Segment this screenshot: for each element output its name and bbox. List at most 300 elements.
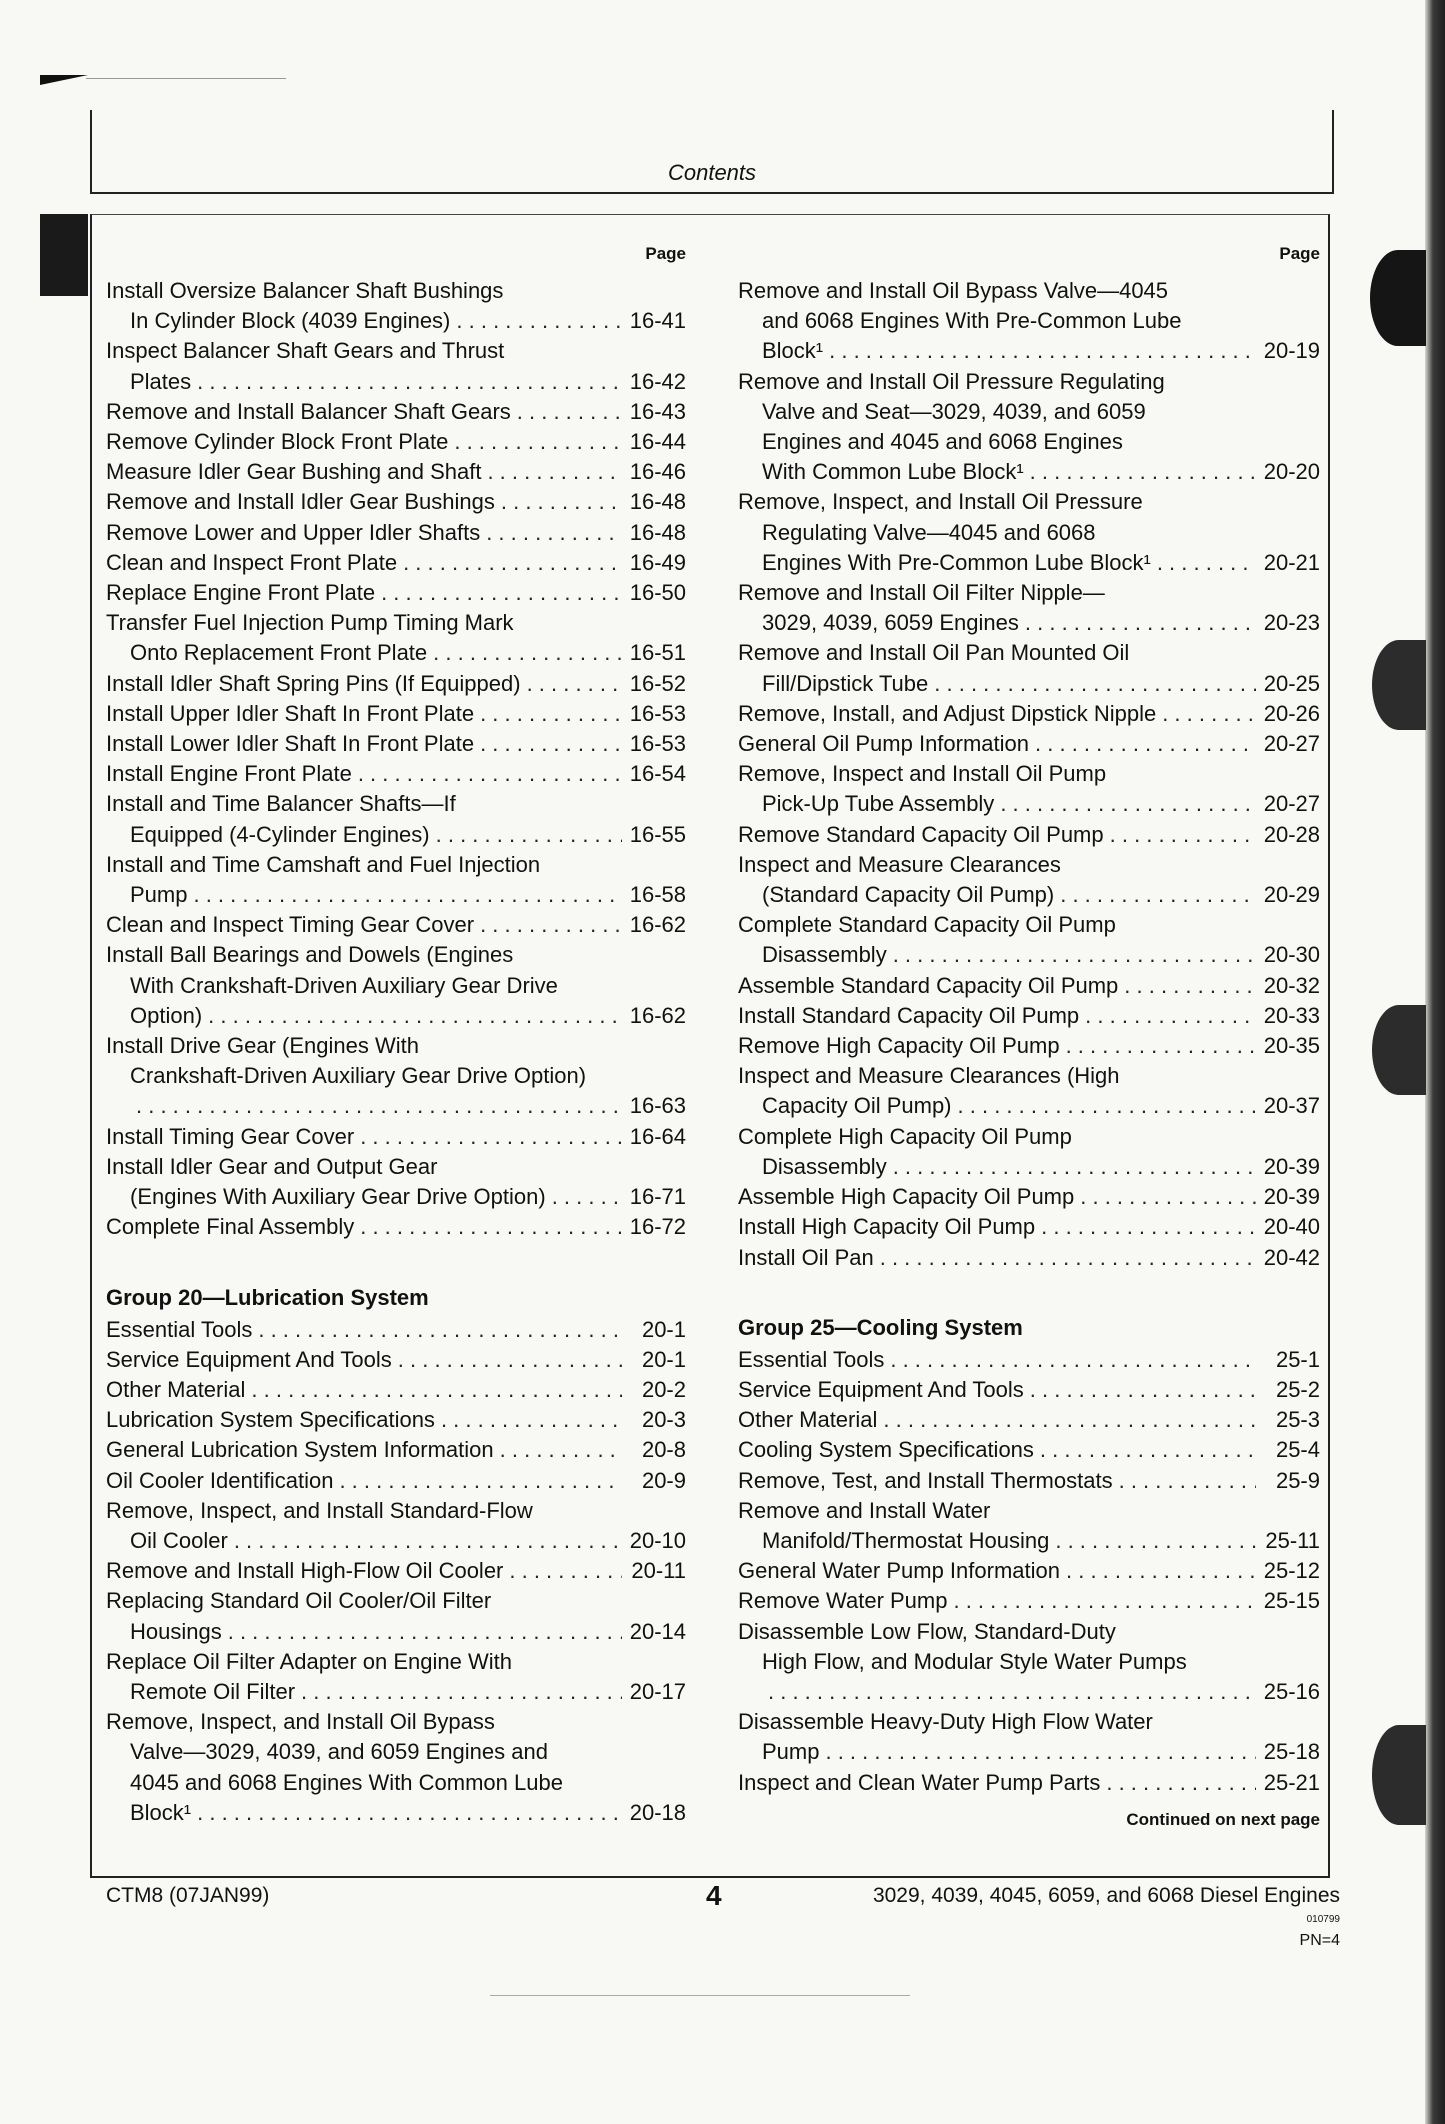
dot-leader	[454, 427, 622, 457]
dot-leader	[360, 1212, 622, 1242]
section-tab-marker	[1372, 640, 1426, 730]
toc-page-ref: 25-18	[1263, 1739, 1320, 1765]
group-entries	[738, 1345, 1320, 1798]
toc-entry-text: 4045 and 6068 Engines With Common Lube	[130, 1769, 563, 1795]
toc-entry	[738, 1496, 1320, 1556]
dot-leader	[398, 1345, 622, 1375]
toc-entry-text: Transfer Fuel Injection Pump Timing Mark	[106, 610, 514, 636]
toc-page-ref: 16-49	[629, 549, 686, 575]
dot-leader	[1119, 1466, 1256, 1496]
dot-leader	[768, 1677, 1256, 1707]
toc-entry	[106, 940, 686, 1031]
dot-leader	[934, 669, 1256, 699]
toc-entry-text: With Common Lube Block¹	[762, 459, 1024, 485]
dot-leader	[509, 1556, 622, 1586]
toc-entry	[106, 1122, 686, 1152]
dot-leader	[1030, 1375, 1256, 1405]
toc-entry	[738, 1345, 1320, 1375]
dot-leader	[197, 367, 622, 397]
toc-entry-text: In Cylinder Block (4039 Engines)	[130, 308, 451, 334]
dot-leader	[1162, 699, 1256, 729]
toc-entry-text: Remove Lower and Upper Idler Shafts	[106, 519, 481, 545]
toc-entry	[106, 1556, 686, 1586]
toc-entry	[738, 1617, 1320, 1708]
toc-entry	[106, 699, 686, 729]
toc-entry	[106, 336, 686, 396]
toc-entry-text: General Oil Pump Information	[738, 731, 1030, 757]
toc-entry	[106, 1496, 686, 1556]
toc-entry-text: Plates	[130, 368, 192, 394]
toc-page-ref: 20-27	[1263, 791, 1320, 817]
dot-leader	[1040, 1435, 1256, 1465]
page-edge	[1425, 0, 1445, 2124]
toc-entry-text: Remove, Inspect, and Install Oil Pressure	[738, 489, 1143, 515]
toc-entry-text: High Flow, and Modular Style Water Pumps	[762, 1648, 1187, 1674]
toc-entry-text: Remove, Inspect and Install Oil Pump	[738, 761, 1107, 787]
section-tab-marker	[1372, 1725, 1426, 1825]
toc-entry	[738, 578, 1320, 638]
toc-entry-text: Install High Capacity Oil Pump	[738, 1214, 1036, 1240]
toc-entry	[106, 850, 686, 910]
toc-entry	[106, 1405, 686, 1435]
toc-entry-text: Oil Cooler Identification	[106, 1467, 334, 1493]
toc-entry-text: With Crankshaft-Driven Auxiliary Gear Drive	[130, 972, 558, 998]
toc-entry	[106, 1345, 686, 1375]
toc-column-right	[738, 244, 1320, 1830]
toc-entry-text: Complete Final Assembly	[106, 1214, 355, 1240]
footer-engine-models: 3029, 4039, 4045, 6059, and 6068 Diesel Engines	[872, 1884, 1340, 1907]
toc-page-ref: 16-53	[629, 700, 686, 726]
toc-entry	[106, 457, 686, 487]
dot-leader	[480, 699, 622, 729]
toc-entry	[106, 548, 686, 578]
toc-entry	[738, 1586, 1320, 1616]
dot-leader	[441, 1405, 622, 1435]
toc-entry-text: Install Timing Gear Cover	[106, 1123, 355, 1149]
toc-entry-text: Install Oil Pan	[738, 1244, 874, 1270]
toc-page-ref: 25-4	[1275, 1437, 1320, 1463]
dot-leader	[197, 1798, 622, 1828]
toc-entry	[106, 578, 686, 608]
dot-leader	[501, 487, 622, 517]
toc-page-ref: 16-63	[629, 1093, 686, 1119]
toc-entry-text: Remove and Install Idler Gear Bushings	[106, 489, 495, 515]
toc-entry	[106, 1375, 686, 1405]
toc-entry-text: Fill/Dipstick Tube	[762, 670, 929, 696]
toc-entry-text: Cooling System Specifications	[738, 1437, 1034, 1463]
toc-entry-text: Replace Oil Filter Adapter on Engine With	[106, 1648, 512, 1674]
toc-entry	[738, 1001, 1320, 1031]
toc-entry-text: Crankshaft-Driven Auxiliary Gear Drive Option)	[130, 1063, 587, 1089]
dot-leader	[958, 1091, 1256, 1121]
toc-entry-text: Replace Engine Front Plate	[106, 580, 376, 606]
toc-entry	[106, 789, 686, 849]
toc-entry	[738, 1212, 1320, 1242]
toc-entries	[106, 276, 686, 1243]
toc-entry-text: Valve and Seat—3029, 4039, and 6059	[762, 398, 1146, 424]
toc-page-ref: 16-48	[629, 489, 686, 515]
toc-entry	[106, 1152, 686, 1212]
dot-leader	[486, 518, 622, 548]
dot-leader	[301, 1677, 622, 1707]
toc-entry-text: Inspect Balancer Shaft Gears and Thrust	[106, 338, 505, 364]
toc-entry-text: Onto Replacement Front Plate	[130, 640, 428, 666]
page-column-heading: Page	[1279, 244, 1320, 263]
toc-entry	[106, 1466, 686, 1496]
toc-entry-text: Install Oversize Balancer Shaft Bushings	[106, 278, 504, 303]
toc-page-ref: 16-55	[629, 821, 686, 847]
toc-entry	[738, 910, 1320, 970]
toc-entry-text: Remove and Install Oil Pressure Regulating	[738, 368, 1165, 394]
toc-page-ref: 20-1	[641, 1316, 686, 1342]
toc-page-ref: 20-37	[1263, 1093, 1320, 1119]
toc-entry-text: Disassemble Low Flow, Standard-Duty	[738, 1618, 1116, 1644]
toc-entry-text: Inspect and Measure Clearances (High	[738, 1063, 1120, 1089]
toc-page-ref: 25-2	[1275, 1376, 1320, 1402]
toc-entry-text: Measure Idler Gear Bushing and Shaft	[106, 459, 482, 485]
toc-entry	[106, 1212, 686, 1242]
page-column-heading: Page	[645, 244, 686, 263]
page-title: Contents	[667, 160, 757, 185]
toc-page-ref: 20-25	[1263, 670, 1320, 696]
toc-entry-text: Remove, Inspect, and Install Standard-Flow	[106, 1497, 533, 1523]
toc-entry	[738, 276, 1320, 367]
dot-leader	[1085, 1001, 1256, 1031]
toc-page-ref: 20-27	[1263, 731, 1320, 757]
dot-leader	[360, 1122, 622, 1152]
toc-page-ref: 16-62	[629, 912, 686, 938]
toc-entry-text: Remove Standard Capacity Oil Pump	[738, 821, 1104, 847]
toc-entry	[738, 699, 1320, 729]
toc-entry	[106, 397, 686, 427]
dot-leader	[258, 1315, 622, 1345]
dot-leader	[358, 759, 622, 789]
dot-leader	[880, 1243, 1256, 1273]
corner-line	[86, 78, 286, 79]
toc-page-ref: 25-12	[1263, 1558, 1320, 1584]
toc-entry-text: Lubrication System Specifications	[106, 1407, 435, 1433]
footer-doc-id: CTM8 (07JAN99)	[106, 1884, 270, 1907]
toc-entry	[106, 1435, 686, 1465]
toc-entry	[106, 1031, 686, 1122]
toc-entry-text: Clean and Inspect Front Plate	[106, 549, 398, 575]
toc-entry	[738, 1031, 1320, 1061]
toc-entry	[738, 1466, 1320, 1496]
toc-entry-text: Assemble Standard Capacity Oil Pump	[738, 972, 1119, 998]
dot-leader	[890, 1345, 1256, 1375]
toc-entry-text: General Lubrication System Information	[106, 1437, 494, 1463]
toc-entry-text: Engines With Pre-Common Lube Block¹	[762, 549, 1151, 575]
dot-leader	[480, 910, 622, 940]
toc-entry-text: Complete Standard Capacity Oil Pump	[738, 912, 1116, 938]
toc-page-ref: 16-41	[629, 308, 686, 334]
toc-entry-text: Remove, Test, and Install Thermostats	[738, 1467, 1113, 1493]
toc-entry	[738, 729, 1320, 759]
group-title: Group 25—Cooling System	[738, 1314, 1023, 1340]
dot-leader	[1030, 457, 1256, 487]
dot-leader	[1157, 548, 1256, 578]
toc-entry	[738, 1122, 1320, 1182]
toc-page-ref: 16-48	[629, 519, 686, 545]
toc-entry	[738, 1182, 1320, 1212]
toc-page-ref: 20-18	[629, 1799, 686, 1825]
toc-entry-text: Block¹	[130, 1799, 192, 1825]
dot-leader	[403, 548, 622, 578]
toc-entry	[738, 1707, 1320, 1767]
toc-page-ref: 20-3	[641, 1407, 686, 1433]
dot-leader	[234, 1526, 622, 1556]
toc-page-ref: 25-9	[1275, 1467, 1320, 1493]
toc-page-ref: 16-62	[629, 1002, 686, 1028]
toc-entry	[738, 1375, 1320, 1405]
toc-entry-text: Install Idler Gear and Output Gear	[106, 1153, 438, 1179]
dot-leader	[1041, 1212, 1256, 1242]
toc-page-ref: 16-72	[629, 1214, 686, 1240]
toc-entry	[738, 1556, 1320, 1586]
toc-entry	[738, 759, 1320, 819]
toc-page-ref: 20-14	[629, 1618, 686, 1644]
footer-page-number: 4	[706, 1880, 722, 1911]
toc-entry	[738, 850, 1320, 910]
toc-entry	[106, 1315, 686, 1345]
dot-leader	[1080, 1182, 1256, 1212]
toc-entry-text: Remove and Install Water	[738, 1497, 991, 1523]
toc-entry	[738, 1243, 1320, 1273]
toc-entry-text: Valve—3029, 4039, and 6059 Engines and	[130, 1739, 548, 1765]
toc-page-ref: 20-1	[641, 1346, 686, 1372]
toc-entry-text: Regulating Valve—4045 and 6068	[762, 519, 1096, 545]
toc-page-ref: 20-8	[641, 1437, 686, 1463]
dot-leader	[1000, 789, 1256, 819]
dot-leader	[883, 1405, 1256, 1435]
toc-entry-text: Essential Tools	[106, 1316, 253, 1342]
dot-leader	[433, 638, 622, 668]
toc-page-ref: 25-3	[1275, 1407, 1320, 1433]
toc-entry	[738, 638, 1320, 698]
toc-page-ref: 20-19	[1263, 338, 1320, 364]
toc-entry-text: Install and Time Balancer Shafts—If	[106, 791, 456, 817]
toc-entry-text: Install Standard Capacity Oil Pump	[738, 1002, 1080, 1028]
toc-entry-text: Disassembly	[762, 942, 887, 968]
toc-page-ref: 16-46	[629, 459, 686, 485]
dot-leader	[517, 397, 622, 427]
dot-leader	[953, 1586, 1256, 1616]
toc-entry	[106, 910, 686, 940]
toc-entry	[106, 729, 686, 759]
dot-leader	[339, 1466, 622, 1496]
toc-entry-text: Remove, Install, and Adjust Dipstick Nipple	[738, 700, 1157, 726]
toc-page-ref: 20-23	[1263, 610, 1320, 636]
toc-entry-text: Install Engine Front Plate	[106, 761, 352, 787]
toc-entry-text: Install and Time Camshaft and Fuel Injection	[106, 851, 541, 877]
group-title: Group 20—Lubrication System	[106, 1284, 429, 1310]
toc-entry-text: Oil Cooler	[130, 1527, 228, 1553]
toc-entry-text: (Engines With Auxiliary Gear Drive Option)	[130, 1184, 546, 1210]
toc-entry	[738, 1405, 1320, 1435]
dot-leader	[1124, 971, 1256, 1001]
toc-entry-text: Remove and Install High-Flow Oil Cooler	[106, 1558, 504, 1584]
toc-entry	[106, 518, 686, 548]
toc-entry	[106, 1707, 686, 1828]
toc-entry-text: Pump	[130, 882, 188, 908]
toc-page-ref: 20-28	[1263, 821, 1320, 847]
corner-mark	[40, 75, 88, 85]
dot-leader	[1066, 1556, 1256, 1586]
dot-leader	[1066, 1031, 1256, 1061]
toc-entry-text: Install Lower Idler Shaft In Front Plate	[106, 731, 475, 757]
toc-entry-text: Remove and Install Oil Filter Nipple—	[738, 580, 1105, 606]
toc-entry	[106, 759, 686, 789]
dot-leader	[1035, 729, 1256, 759]
toc-entry	[106, 487, 686, 517]
toc-entry-text: Remove High Capacity Oil Pump	[738, 1033, 1060, 1059]
left-tab-marker	[40, 214, 88, 296]
dot-leader	[1055, 1526, 1256, 1556]
toc-entry-text: Remove and Install Oil Pan Mounted Oil	[738, 640, 1130, 666]
toc-entry	[106, 1647, 686, 1707]
toc-page-ref: 16-51	[629, 640, 686, 666]
toc-page-ref: 20-21	[1263, 549, 1320, 575]
dot-leader	[829, 336, 1256, 366]
toc-entry-text: Install Upper Idler Shaft In Front Plate	[106, 700, 475, 726]
dot-leader	[552, 1182, 622, 1212]
toc-entry	[106, 608, 686, 668]
toc-entry	[738, 487, 1320, 578]
toc-entry-text: Install Ball Bearings and Dowels (Engines	[106, 942, 514, 968]
toc-entry-text: Remove and Install Balancer Shaft Gears	[106, 398, 511, 424]
toc-entry-text: Engines and 4045 and 6068 Engines	[762, 429, 1123, 455]
dot-leader	[251, 1375, 622, 1405]
toc-entry-text: and 6068 Engines With Pre-Common Lube	[762, 308, 1182, 334]
toc-entry-text: Manifold/Thermostat Housing	[762, 1527, 1050, 1553]
section-tab-marker	[1372, 1005, 1426, 1095]
toc-page-ref: 16-71	[629, 1184, 686, 1210]
bottom-rule	[490, 1995, 910, 1996]
dot-leader	[893, 1152, 1256, 1182]
toc-entry-text: Essential Tools	[738, 1346, 885, 1372]
toc-page-ref: 16-64	[629, 1123, 686, 1149]
toc-entry	[738, 367, 1320, 488]
dot-leader	[825, 1737, 1256, 1767]
toc-page-ref: 25-11	[1265, 1527, 1320, 1553]
toc-entry-text: Pump	[762, 1739, 820, 1765]
dot-leader	[1110, 820, 1256, 850]
toc-entry	[106, 1586, 686, 1646]
dot-leader	[1106, 1768, 1256, 1798]
toc-page-ref: 16-43	[629, 398, 686, 424]
toc-page-ref: 20-40	[1263, 1214, 1320, 1240]
toc-page-ref: 16-50	[629, 580, 686, 606]
dot-leader	[228, 1617, 622, 1647]
toc-page-ref: 25-15	[1263, 1588, 1320, 1614]
toc-entry-text: Inspect and Clean Water Pump Parts	[738, 1769, 1101, 1795]
toc-page-ref: 20-29	[1263, 882, 1320, 908]
toc-page-ref: 20-9	[641, 1467, 686, 1493]
toc-entry	[106, 427, 686, 457]
toc-page-ref: 20-39	[1263, 1184, 1320, 1210]
dot-leader	[500, 1435, 622, 1465]
toc-page-ref: 16-42	[629, 368, 686, 394]
dot-leader	[527, 669, 622, 699]
toc-page-ref: 20-35	[1263, 1033, 1320, 1059]
dot-leader	[1025, 608, 1256, 638]
dot-leader	[208, 1001, 622, 1031]
toc-entry-text: Other Material	[106, 1376, 246, 1402]
dot-leader	[136, 1091, 622, 1121]
toc-page-ref: 20-30	[1263, 942, 1320, 968]
toc-entry-text: Assemble High Capacity Oil Pump	[738, 1184, 1075, 1210]
dot-leader	[456, 306, 622, 336]
toc-entry-text: Equipped (4-Cylinder Engines)	[130, 821, 430, 847]
toc-entries	[738, 276, 1320, 1273]
toc-entry	[738, 820, 1320, 850]
toc-page-ref: 25-16	[1263, 1678, 1320, 1704]
toc-entry-text: Clean and Inspect Timing Gear Cover	[106, 912, 475, 938]
toc-entry	[738, 1768, 1320, 1798]
footer-pn: PN=4	[1299, 1932, 1340, 1949]
toc-entry-text: Block¹	[762, 338, 824, 364]
toc-entry-text: Option)	[130, 1002, 203, 1028]
toc-page-ref: 16-44	[629, 429, 686, 455]
toc-entry	[738, 1061, 1320, 1121]
dot-leader	[381, 578, 622, 608]
toc-entry-text: Install Idler Shaft Spring Pins (If Equipped)	[106, 670, 521, 696]
toc-page-ref: 20-17	[629, 1678, 686, 1704]
toc-entry-text: Complete High Capacity Oil Pump	[738, 1123, 1072, 1149]
toc-entry-text: Remote Oil Filter	[130, 1678, 296, 1704]
toc-entry-text: Capacity Oil Pump)	[762, 1093, 952, 1119]
dot-leader	[893, 940, 1256, 970]
toc-entry-text: Remove, Inspect, and Install Oil Bypass	[106, 1709, 495, 1735]
toc-page-ref: 25-1	[1275, 1346, 1320, 1372]
toc-entry-text: Other Material	[738, 1407, 878, 1433]
header-box	[90, 110, 1334, 194]
continued-note: Continued on next page	[1126, 1809, 1320, 1829]
group-entries	[106, 1315, 686, 1828]
toc-entry-text: Housings	[130, 1618, 222, 1644]
toc-entry-text: Remove and Install Oil Bypass Valve—4045	[738, 278, 1169, 303]
toc-page-ref: 20-39	[1263, 1153, 1320, 1179]
toc-entry-text: Remove Water Pump	[738, 1588, 948, 1614]
dot-leader	[480, 729, 622, 759]
section-tab-marker	[1370, 250, 1426, 346]
toc-page-ref: 16-58	[629, 882, 686, 908]
footer-code: 010799	[1306, 1914, 1340, 1925]
toc-page-ref: 20-11	[631, 1558, 686, 1584]
dot-leader	[487, 457, 622, 487]
dot-leader	[1060, 880, 1256, 910]
toc-page-ref: 20-42	[1263, 1244, 1320, 1270]
toc-entry-text: Service Equipment And Tools	[106, 1346, 392, 1372]
toc-entry	[106, 669, 686, 699]
toc-page-ref: 16-53	[629, 731, 686, 757]
toc-entry-text: 3029, 4039, 6059 Engines	[762, 610, 1019, 636]
toc-page-ref: 16-52	[629, 670, 686, 696]
toc-entry	[106, 276, 686, 336]
toc-page-ref: 16-54	[629, 761, 686, 787]
toc-column-left	[106, 244, 686, 1828]
toc-entry-text: General Water Pump Information	[738, 1558, 1060, 1584]
toc-page-ref: 20-2	[641, 1376, 686, 1402]
toc-entry-text: Remove Cylinder Block Front Plate	[106, 429, 449, 455]
toc-entry-text: Disassemble Heavy-Duty High Flow Water	[738, 1709, 1153, 1735]
toc-entry-text: (Standard Capacity Oil Pump)	[762, 882, 1055, 908]
toc-page-ref: 20-33	[1263, 1002, 1320, 1028]
dot-leader	[436, 820, 622, 850]
toc-entry-text: Pick-Up Tube Assembly	[762, 791, 995, 817]
toc-page-ref: 20-10	[629, 1527, 686, 1553]
toc-page-ref: 20-20	[1263, 459, 1320, 485]
